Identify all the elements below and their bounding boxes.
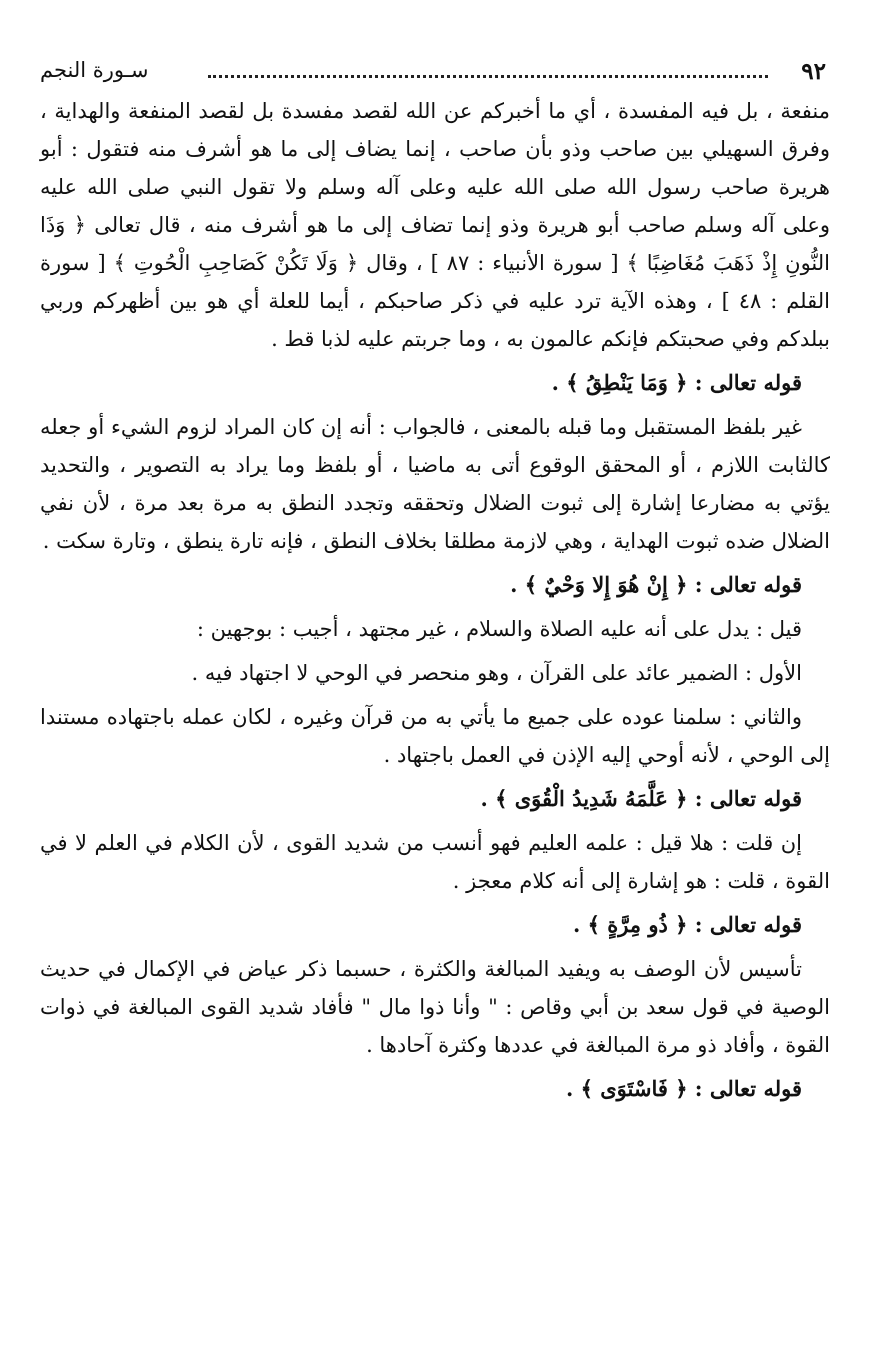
surah-title: سـورة النجم [40, 58, 149, 82]
header-dotted-rule [208, 75, 768, 78]
paragraph-4: الأول : الضمير عائد على القرآن ، وهو منحصر في الوحي لا اجتهاد فيه . [191, 661, 802, 685]
paragraph-2: غير بلفظ المستقبل وما قبله بالمعنى ، فالجواب : أنه إن كان المراد لزوم الشيء أو جعله كالثابت اللازم ، أو المحقق الوقوع أتى به ماضيا ، أو بلفظ وما يراد به التصوير ، والتحديد يؤتي به مضارعا إشارة إلى ثبوت الضلال وتحققه وتجدد النطق به مرة بعد مرة ، لأن نفي الضلال ضده ثبوت الهداية ، وهي لازمة مطلقا بخلاف النطق ، فإنه تارة ينطق ، وتارة سكت . [40, 415, 830, 553]
page-header [40, 52, 830, 92]
paragraph-7: تأسيس لأن الوصف به ويفيد المبالغة والكثرة ، حسبما ذكر عياض في الإكمال في حديث الوصية في قول سعد بن أبي وقاص : " وأنا ذوا مال " فأفاد شديد القوى المبالغة في ذوات القوة ، وأفاد ذو مرة المبالغة في عددها وكثرة آحادها . [40, 957, 830, 1057]
verse-heading-4: قوله تعالى : ﴿ ذُو مِرَّةٍ ﴾ . [572, 912, 802, 937]
verse-heading-5: قوله تعالى : ﴿ فَاسْتَوَى ﴾ . [565, 1076, 802, 1101]
page-number: ٩٢ [801, 58, 826, 85]
paragraph-6: إن قلت : هلا قيل : علمه العليم فهو أنسب من شديد القوى ، لأن الكلام في العلم لا في القوة ، قلت : هو إشارة إلى أنه كلام معجز . [40, 831, 830, 893]
paragraph-1: منفعة ، بل فيه المفسدة ، أي ما أخبركم عن الله لقصد مفسدة بل لقصد المنفعة والهداية ، وفرق السهيلي بين صاحب وذو بأن صاحب ، إنما يضاف إلى ما هو أشرف منه فتقول : أبو هريرة صاحب رسول الله صلى الله عليه وعلى آله وسلم ولا تقول النبي صلى الله عليه وعلى آله وسلم صاحب أبو هريرة وذو إنما تضاف إلى ما هو أشرف منه ، قال تعالى ﴿ وَذَا النُّونِ إِذْ ذَهَبَ مُغَاضِبًا ﴾ [ سورة الأنبياء : ٨٧ ] ، وقال ﴿ وَلَا تَكُنْ كَصَاحِبِ الْحُوتِ ﴾ [ سورة القلم : ٤٨ ] ، وهذه الآية ترد عليه في ذكر صاحبكم ، أيما للعلة أي هو بين أظهركم وربي ببلدكم وفي صحبتكم فإنكم عالمون به ، وما جربتم عليه لذبا قط . [40, 99, 830, 351]
paragraph-5: والثاني : سلمنا عوده على جميع ما يأتي به من قرآن وغيره ، لكان عمله باجتهاده مستندا إلى الوحي ، لأنه أوحي إليه الإذن في العمل باجتهاد . [40, 705, 830, 767]
book-page [40, 52, 830, 1108]
paragraph-3: قيل : يدل على أنه عليه الصلاة والسلام ، غير مجتهد ، أجيب : بوجهين : [196, 617, 802, 641]
verse-heading-2: قوله تعالى : ﴿ إِنْ هُوَ إِلا وَحْيٌ ﴾ . [510, 572, 802, 597]
verse-heading-1: قوله تعالى : ﴿ وَمَا يَنْطِقُ ﴾ . [551, 370, 802, 395]
page-body [40, 92, 830, 1108]
verse-heading-3: قوله تعالى : ﴿ عَلَّمَهُ شَدِيدُ الْقُوَى ﴾ . [480, 786, 802, 811]
